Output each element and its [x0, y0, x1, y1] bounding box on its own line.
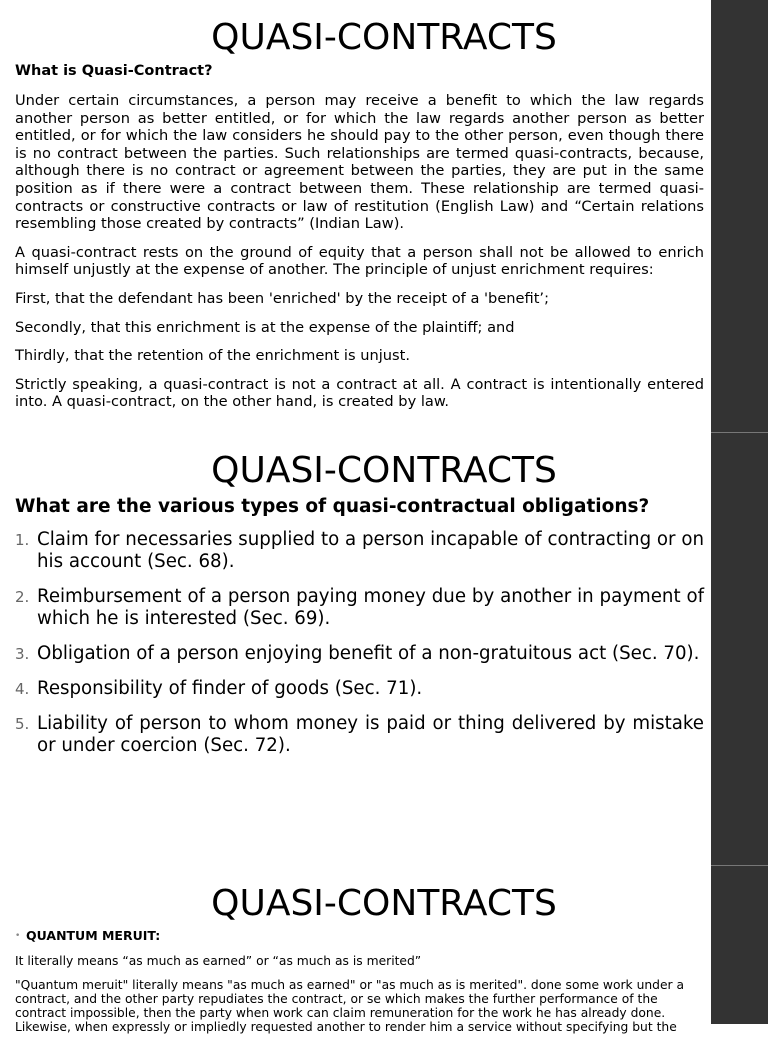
sidebar-divider: [711, 865, 768, 866]
slide-3: [0, 866, 711, 1034]
paragraph: "Quantum meruit" literally means "as much as earned" or "as much as is merited". done some work under a contract, and the other party repudiates the contract, or se which makes the further performance of the contract impossible, then the party when work can claim remuneration for the work he has already done. Likewise, when expressly or impliedly requested another to render him a service without specifying but the: [15, 978, 685, 1034]
list-number: 1.: [15, 531, 30, 549]
paragraph: Thirdly, that the retention of the enrichment is unjust.: [15, 347, 410, 365]
paragraph: Strictly speaking, a quasi-contract is not a contract at all. A contract is intentionally entered into. A quasi-contract, on the other hand, is created by law.: [15, 375, 704, 411]
slide-panel-sidebar: [711, 0, 768, 1024]
list-number: 3.: [15, 645, 30, 663]
slide-heading: What is Quasi-Contract?: [15, 63, 213, 79]
bullet-heading: [15, 928, 704, 944]
sidebar-divider: [711, 432, 768, 433]
paragraph: Under certain circumstances, a person may receive a benefit to which the law regards another person as better entitled, or for which the law regards another person as better entitled, or for which the law considers he should pay to the other person, even though there is no contract between the parties. Such relationships are termed quasi-contracts, because, although there is no contract or agreement between the parties, they are put in the same position as if there were a contract between them. These relationship are termed quasi-contracts or constructive contracts or law of restitution (English Law) and “Certain relations resembling those created by contracts” (Indian Law).: [15, 92, 704, 233]
slide-title: QUASI-CONTRACTS: [211, 450, 557, 491]
paragraph: Secondly, that this enrichment is at the expense of the plaintiff; and: [15, 318, 515, 336]
slide-content: [15, 495, 704, 770]
list-item: [15, 678, 704, 700]
list-item: [15, 529, 704, 573]
list-item-text: Liability of person to whom money is paid or thing delivered by mistake or under coercion (Sec. 72).: [37, 713, 704, 756]
list-item-text: Claim for necessaries supplied to a person incapable of contracting or on his account (Sec. 68).: [37, 529, 704, 572]
bullet-text: QUANTUM MERUIT:: [26, 928, 161, 943]
list-item: [15, 643, 704, 665]
paragraph: It literally means “as much as earned” or “as much as is merited”: [15, 954, 422, 968]
list-item: [15, 713, 704, 757]
list-number: 5.: [15, 715, 30, 733]
list-item-text: Responsibility of finder of goods (Sec. 71).: [37, 678, 423, 699]
bullet-dot-icon: •: [15, 931, 21, 941]
list-item-text: Obligation of a person enjoying benefit of a non-gratuitous act (Sec. 70).: [37, 643, 700, 664]
paragraph: First, that the defendant has been 'enriched' by the receipt of a 'benefit’;: [15, 289, 549, 307]
slide-content: [15, 928, 704, 1044]
list-number: 2.: [15, 588, 30, 606]
paragraph: A quasi-contract rests on the ground of equity that a person shall not be allowed to enrich himself unjustly at the expense of another. The principle of unjust enrichment requires:: [15, 243, 704, 279]
list-item-text: Reimbursement of a person paying money due by another in payment of which he is interested (Sec. 69).: [37, 586, 704, 629]
slide-title: QUASI-CONTRACTS: [211, 883, 557, 924]
list-number: 4.: [15, 680, 30, 698]
list-item: [15, 586, 704, 630]
obligations-list: [15, 529, 704, 757]
slide-1: [0, 0, 711, 432]
slide-heading: What are the various types of quasi-contractual obligations?: [15, 496, 650, 517]
slide-title: QUASI-CONTRACTS: [211, 17, 557, 58]
slide-2: [0, 433, 711, 865]
slide-content: [15, 62, 704, 422]
